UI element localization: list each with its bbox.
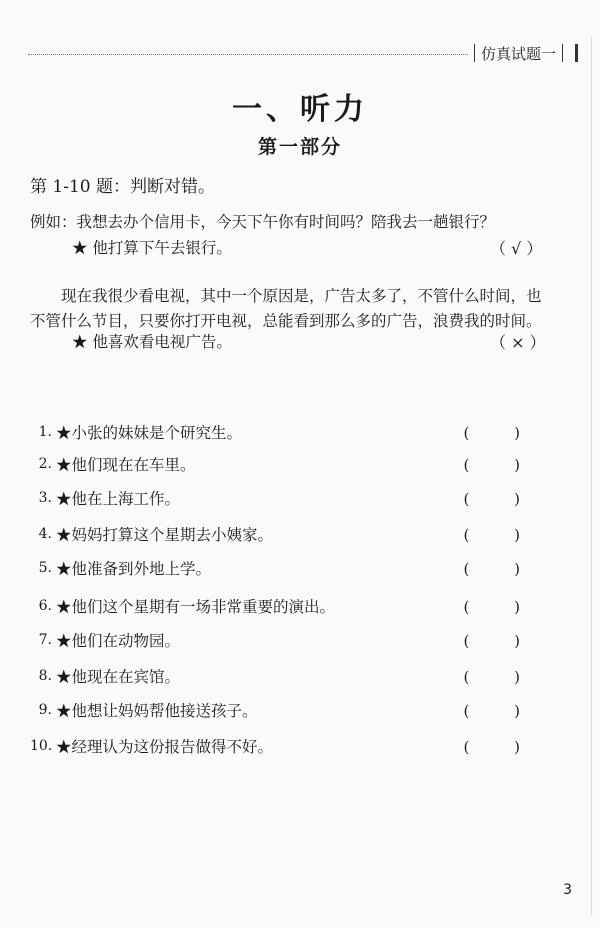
answer-blank[interactable]: ( ): [463, 490, 540, 508]
question-number: 2.: [38, 456, 52, 472]
question-number: 10.: [30, 738, 53, 754]
question-text: ★他准备到外地上学。: [56, 560, 212, 578]
example2-line: 现在我很少看电视，其中一个原因是，广告太多了，不管什么时间，也: [30, 287, 542, 305]
header-divider: [474, 44, 475, 62]
question-row: [30, 698, 550, 722]
question-text: ★他们这个星期有一场非常重要的演出。: [56, 598, 336, 616]
question-row: [30, 486, 550, 510]
example-answer: （ √ ）: [490, 239, 543, 258]
question-number: 4.: [38, 526, 52, 542]
question-row: [30, 522, 550, 546]
question-text: ★他在上海工作。: [56, 490, 181, 508]
header-dotted-rule: [28, 54, 468, 55]
example2-statement: ★ 他喜欢看电视广告。: [72, 333, 232, 351]
instruction: 第 1-10 题：判断对错。: [30, 177, 215, 197]
question-text: ★小张的妹妹是个研究生。: [56, 424, 243, 442]
running-header-label: 仿真试题一: [481, 44, 557, 63]
header-divider-thick: [575, 44, 578, 62]
page-number: 3: [563, 882, 572, 898]
question-row: [30, 556, 550, 580]
question-row: [30, 628, 550, 652]
question-number: 5.: [38, 560, 52, 576]
question-text: ★妈妈打算这个星期去小姨家。: [56, 526, 274, 544]
answer-blank[interactable]: ( ): [463, 598, 540, 616]
question-text: ★他现在在宾馆。: [56, 668, 181, 686]
question-number: 3.: [38, 490, 52, 506]
running-header: [468, 40, 584, 66]
example-statement: ★ 他打算下午去银行。: [72, 239, 232, 257]
page-edge: [591, 36, 592, 916]
question-number: 8.: [38, 668, 52, 684]
header-divider: [562, 44, 563, 62]
question-row: [30, 452, 550, 476]
question-number: 9.: [38, 702, 52, 718]
answer-blank[interactable]: ( ): [463, 702, 540, 720]
part-title: 第一部分: [257, 136, 342, 158]
question-row: [30, 420, 550, 444]
question-number: 7.: [38, 632, 52, 648]
question-text: ★他们在动物园。: [56, 632, 181, 650]
answer-blank[interactable]: ( ): [463, 668, 540, 686]
answer-blank[interactable]: ( ): [463, 456, 540, 474]
example2-answer: （ × ）: [490, 333, 546, 352]
example-sentence: 例如：我想去办个信用卡，今天下午你有时间吗？陪我去一趟银行？: [30, 213, 496, 231]
example2-line: 不管什么节目，只要你打开电视，总能看到那么多的广告，浪费我的时间。: [30, 312, 542, 330]
answer-blank[interactable]: ( ): [463, 738, 540, 756]
question-row: [30, 734, 550, 758]
question-text: ★他们现在在车里。: [56, 456, 196, 474]
example2-paragraph: [30, 284, 550, 334]
section-title: 一、听力: [232, 92, 368, 127]
answer-blank[interactable]: ( ): [463, 424, 540, 442]
answer-blank[interactable]: ( ): [463, 632, 540, 650]
answer-blank[interactable]: ( ): [463, 560, 540, 578]
question-number: 1.: [38, 424, 52, 440]
question-text: ★他想让妈妈帮他接送孩子。: [56, 702, 258, 720]
question-row: [30, 664, 550, 688]
question-text: ★经理认为这份报告做得不好。: [56, 738, 274, 756]
question-number: 6.: [38, 598, 52, 614]
answer-blank[interactable]: ( ): [463, 526, 540, 544]
question-row: [30, 594, 550, 618]
